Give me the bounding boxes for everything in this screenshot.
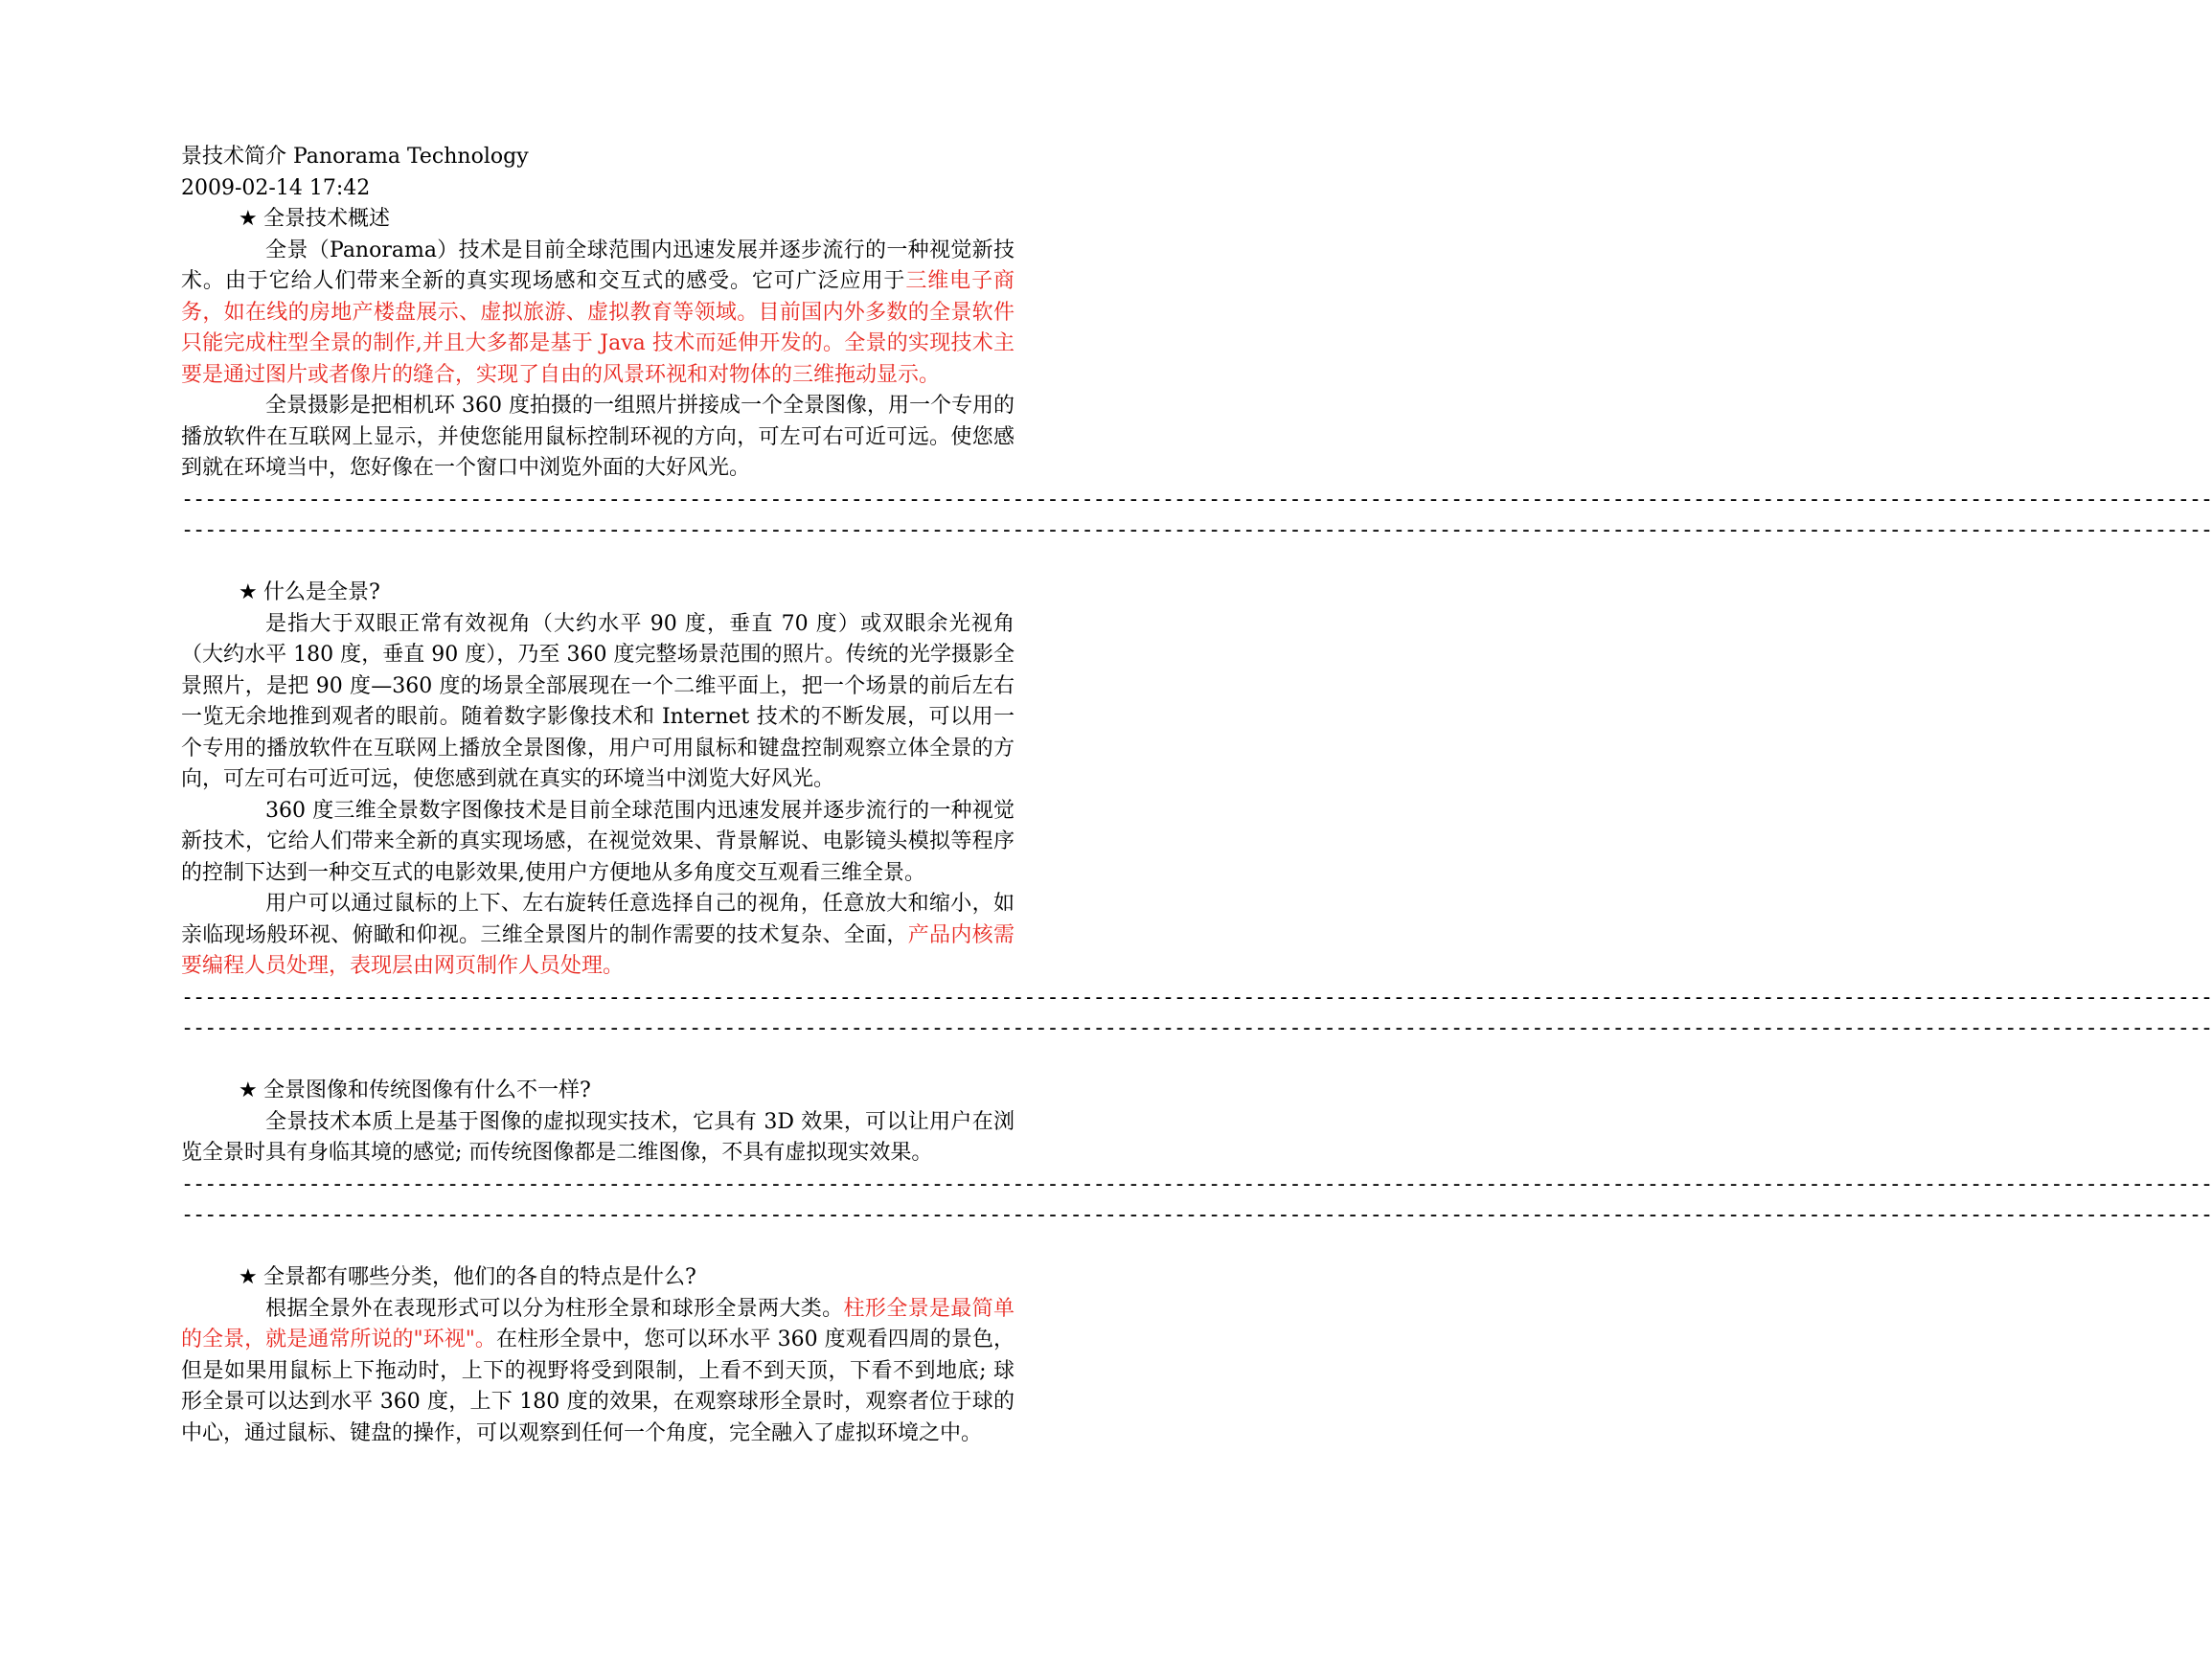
- dashed-divider: --------------------------------------------------------------------------------------------------------------------------------------------------------------------------------: [181, 1171, 2212, 1196]
- paragraph: 360 度三维全景数字图像技术是目前全球范围内迅速发展并逐步流行的一种视觉新技术，它给人们带来全新的真实现场感，在视觉效果、背景解说、电影镜头模拟等程序的控制下达到一种交互式的电影效果,使用户方便地从多角度交互观看三维全景。: [181, 798, 1015, 885]
- paragraph: [181, 1294, 1015, 1450]
- dashed-divider: --------------------------------------------------------------------------------------------------------------------------------------------------------------------------------: [181, 1203, 2212, 1227]
- paragraph-text: 用户可以通过鼠标的上下、左右旋转任意选择自己的视角，任意放大和缩小，如亲临现场般环视、俯瞰和仰视。三维全景图片的制作需要的技术复杂、全面，: [181, 892, 1015, 947]
- section-heading-text: 全景图像和传统图像有什么不一样?: [263, 1078, 591, 1102]
- dashed-divider: --------------------------------------------------------------------------------------------------------------------------------------------------------------------------------: [181, 518, 2212, 542]
- paragraph: 全景技术本质上是基于图像的虚拟现实技术，它具有 3D 效果，可以让用户在浏览全景时具有身临其境的感觉; 而传统图像都是二维图像，不具有虚拟现实效果。: [181, 1109, 1015, 1165]
- paragraph-text: 在柱形全景中，您可以环水平 360 度观看四周的景色，但是如果用鼠标上下拖动时，上下的视野将受到限制，上看不到天顶，下看不到地底; 球形全景可以达到水平 360 度，上下 180 度的效果，在观察球形全景时，观察者位于球的中心，通过鼠标、键盘的操作，可以观察到任何一个角度，完全融入了虚拟环境之中。: [181, 1328, 1015, 1445]
- highlighted-text: 柱形全景是最简单的全景，就是通常所说的"环视"。: [181, 1296, 1015, 1351]
- paragraph-text: 全景（Panorama）技术是目前全球范围内迅速发展并逐步流行的一种视觉新技术。由于它给人们带来全新的真实现场感和交互式的感受。它可广泛应用于: [181, 238, 1015, 293]
- paragraph: [181, 236, 1015, 392]
- section-heading-text: 全景技术概述: [263, 207, 391, 231]
- document-datetime: 2009-02-14 17:42: [181, 175, 371, 200]
- dashed-divider: --------------------------------------------------------------------------------------------------------------------------------------------------------------------------------: [181, 487, 2212, 511]
- paragraph-text: 根据全景外在表现形式可以分为柱形全景和球形全景两大类。: [265, 1296, 844, 1321]
- blank-line: [181, 547, 1015, 579]
- paragraph: [181, 889, 1015, 983]
- star-icon: ★: [239, 1078, 258, 1102]
- highlighted-text: 三维电子商务，如在线的房地产楼盘展示、虚拟旅游、虚拟教育等领域。目前国内外多数的全景软件只能完成柱型全景的制作,并且大多都是基于 Java 技术而延伸开发的。全景的实现技术主要是通过图片或者像片的缝合，实现了自由的风景环视和对物体的三维拖动显示。: [181, 269, 1015, 387]
- blank-line: [181, 1232, 1015, 1263]
- paragraph: 全景摄影是把相机环 360 度拍摄的一组照片拼接成一个全景图像，用一个专用的播放软件在互联网上显示，并使您能用鼠标控制环视的方向，可左可右可近可远。使您感到就在环境当中，您好像在一个窗口中浏览外面的大好风光。: [181, 394, 1015, 480]
- section-heading-text: 什么是全景?: [263, 580, 380, 604]
- blank-line: [181, 1045, 1015, 1077]
- star-icon: ★: [239, 1265, 258, 1289]
- section-heading-overview: [181, 204, 1015, 236]
- section-heading-what-is-panorama: [181, 578, 1015, 609]
- dashed-divider: --------------------------------------------------------------------------------------------------------------------------------------------------------------------------------: [181, 985, 2212, 1010]
- paragraph: 是指大于双眼正常有效视角（大约水平 90 度，垂直 70 度）或双眼余光视角（大约水平 180 度，垂直 90 度），乃至 360 度完整场景范围的照片。传统的光学摄影全景照片，是把 90 度—360 度的场景全部展现在一个二维平面上，把一个场景的前后左右一览无余地推到观者的眼前。随着数字影像技术和 Internet 技术的不断发展，可以用一个专用的播放软件在互联网上播放全景图像，用户可用鼠标和键盘控制观察立体全景的方向，可左可右可近可远，使您感到就在真实的环境当中浏览大好风光。: [181, 611, 1015, 791]
- section-heading-text: 全景都有哪些分类，他们的各自的特点是什么?: [263, 1265, 696, 1289]
- document-title: 景技术简介 Panorama Technology: [181, 145, 529, 169]
- highlighted-text: 产品内核需要编程人员处理，表现层由网页制作人员处理。: [181, 922, 1015, 978]
- document-page: [181, 142, 2212, 1449]
- star-icon: ★: [239, 207, 258, 231]
- star-icon: ★: [239, 580, 258, 604]
- dashed-divider: --------------------------------------------------------------------------------------------------------------------------------------------------------------------------------: [181, 1016, 2212, 1040]
- section-heading-difference: [181, 1076, 1015, 1107]
- section-heading-categories: [181, 1262, 1015, 1294]
